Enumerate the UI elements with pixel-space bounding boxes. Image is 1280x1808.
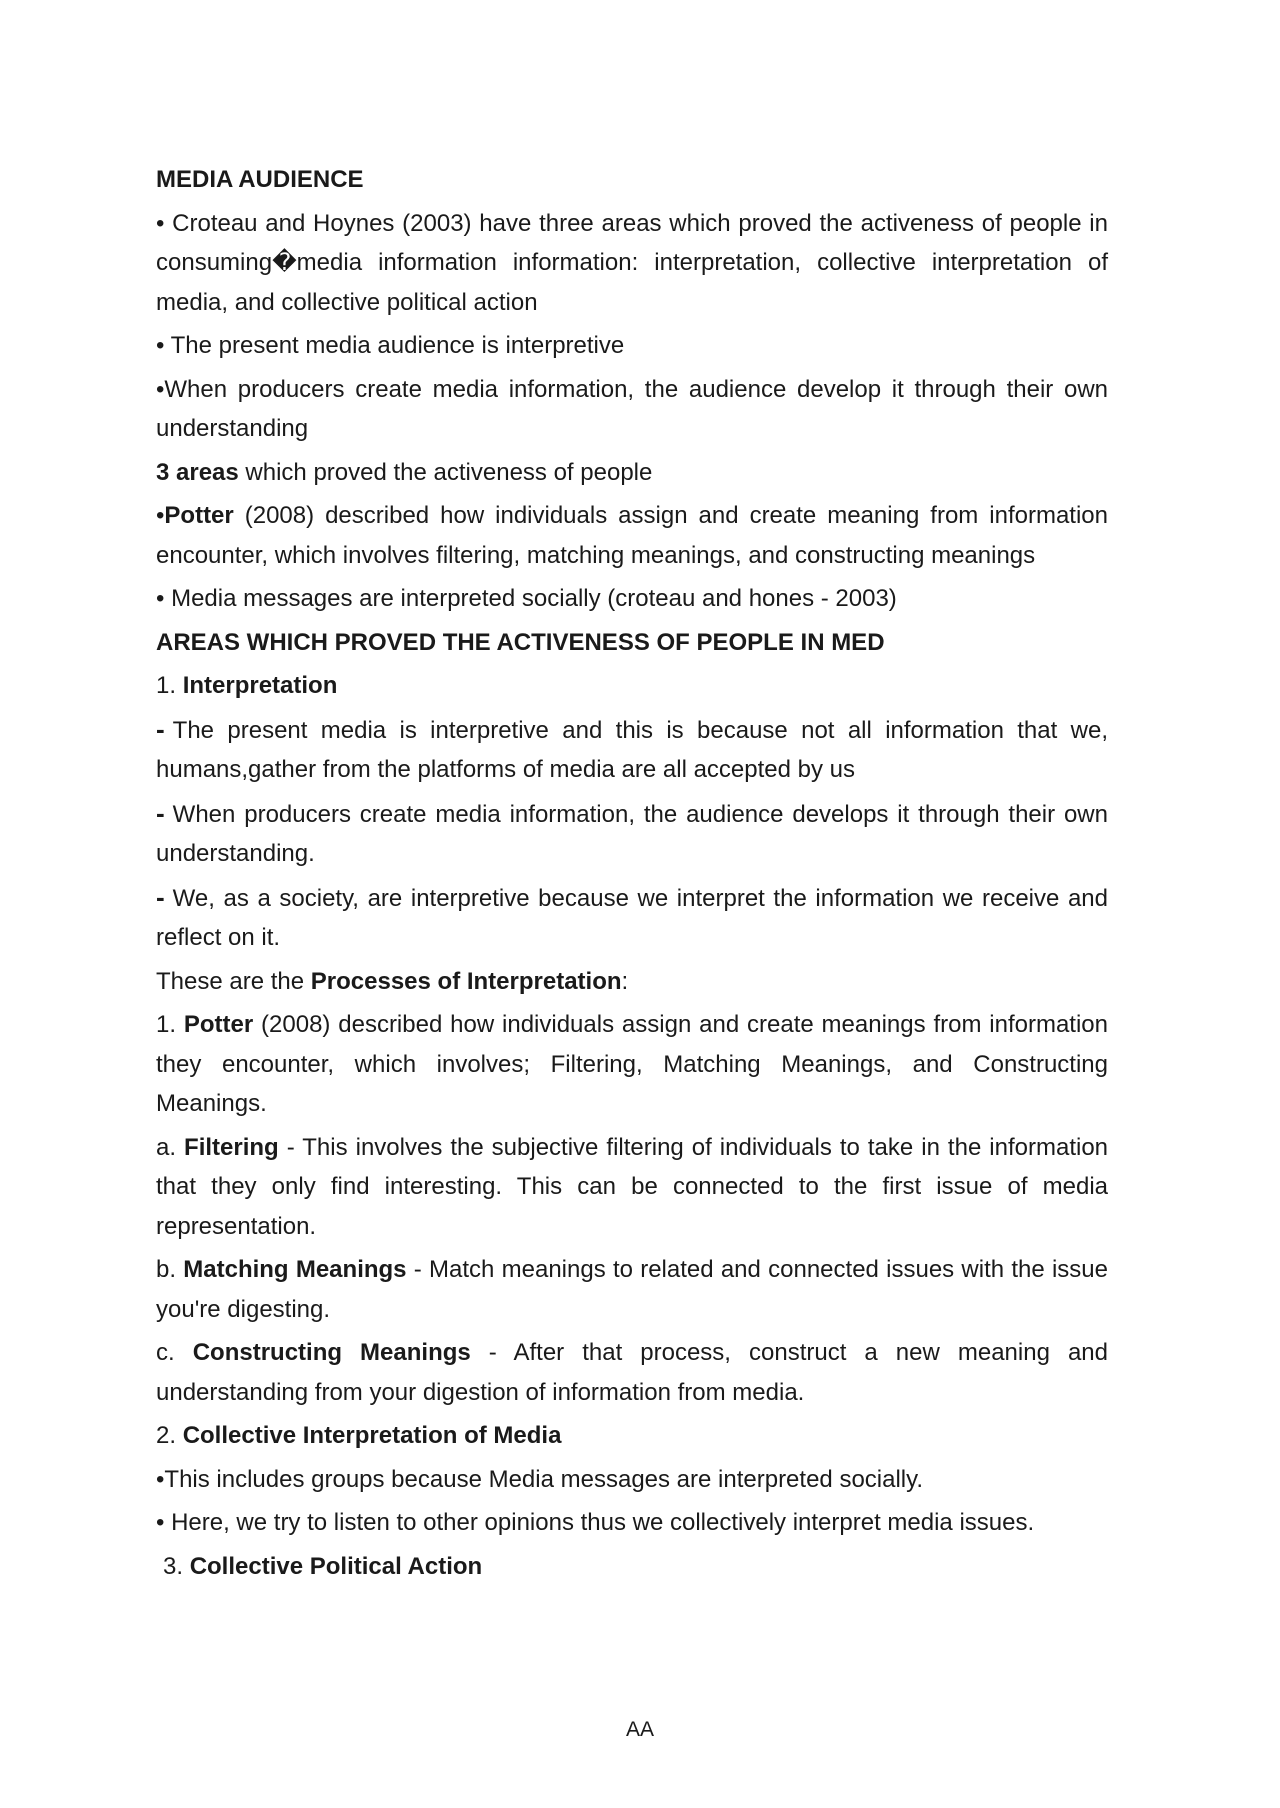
text: (2008) described how individuals assign and create meanings from information they encounter, which involves; Filtering, Matching Meanings, and Constructing Meanings. — [156, 1011, 1108, 1117]
dash-marker: - — [156, 881, 165, 912]
lettered-item — [156, 1333, 1108, 1412]
bold-text: 3 areas — [156, 458, 239, 486]
dash-item — [156, 878, 1108, 958]
text: These are the — [156, 967, 311, 995]
bold-text: Constructing Meanings — [192, 1339, 471, 1366]
bullet-paragraph — [156, 496, 1108, 575]
dash-item — [156, 710, 1108, 790]
text: - After that process, construct a new meaning and understanding from your digestion of information from media. — [156, 1339, 1108, 1406]
paragraph — [156, 453, 1108, 493]
text: (2008) described how individuals assign and create meaning from information encounter, which involves filtering, matching meanings, and constructing meanings — [156, 502, 1108, 569]
dash-marker: - — [156, 797, 165, 828]
text: : — [621, 967, 629, 995]
text: When producers create media information, the audience develops it through their own understanding. — [156, 800, 1108, 867]
numbered-item — [156, 1005, 1108, 1124]
subsection-heading — [156, 1547, 1108, 1587]
list-letter: a. — [156, 1133, 185, 1161]
text: The present media is interpretive and this is because not all information that we, humans,gather from the platforms of media are all accepted by us — [156, 716, 1108, 783]
document-body — [156, 160, 1108, 1590]
subsection-title: Collective Political Action — [189, 1552, 483, 1580]
bold-text: Potter — [164, 502, 234, 529]
subsection-heading — [156, 1416, 1108, 1456]
bullet-paragraph: • Here, we try to listen to other opinions thus we collectively interpret media issues. — [156, 1509, 1035, 1536]
dash-item — [156, 794, 1108, 874]
subsection-title: Collective Interpretation of Media — [182, 1422, 562, 1449]
bullet-paragraph: • Media messages are interpreted socially (croteau and hones - 2003) — [156, 585, 897, 612]
section-heading: AREAS WHICH PROVED THE ACTIVENESS OF PEOPLE IN MED — [156, 628, 885, 656]
subsection-title: Interpretation — [182, 672, 338, 699]
text: - Match meanings to related and connected issues with the issue you're digesting. — [156, 1256, 1108, 1323]
bold-text: Potter — [183, 1011, 254, 1038]
bullet: • — [156, 502, 165, 529]
bold-text: Matching Meanings — [183, 1256, 407, 1283]
list-number: 1. — [156, 1011, 184, 1038]
lettered-item — [156, 1250, 1108, 1329]
page-footer: AA — [625, 1718, 654, 1741]
subsection-heading — [156, 666, 1108, 706]
lettered-item — [156, 1128, 1108, 1247]
bullet-paragraph: •This includes groups because Media messages are interpreted socially. — [156, 1465, 924, 1493]
list-letter: c. — [156, 1339, 193, 1366]
list-letter: b. — [156, 1256, 184, 1283]
document-title: MEDIA AUDIENCE — [156, 166, 364, 193]
bold-text: Filtering — [184, 1133, 279, 1161]
bullet-paragraph: •When producers create media information, the audience develop it through their own understanding — [156, 375, 1108, 442]
text: We, as a society, are interpretive because we interpret the information we receive and reflect on it. — [156, 884, 1108, 951]
text: - This involves the subjective filtering of individuals to take in the information that they only find interesting. This can be connected to the first issue of media representation. — [156, 1133, 1109, 1240]
text: which proved the activeness of people — [238, 458, 653, 486]
list-number: 1. — [156, 672, 183, 699]
bullet-paragraph: • The present media audience is interpretive — [156, 332, 625, 359]
paragraph — [156, 962, 1108, 1002]
bullet-paragraph: • Croteau and Hoynes (2003) have three areas which proved the activeness of people in consuming�media information information: interpretation, collective interpretation of media, and collective political action — [156, 209, 1108, 316]
list-number: 2. — [156, 1422, 183, 1449]
bold-text: Processes of Interpretation — [310, 967, 622, 995]
dash-marker: - — [156, 713, 165, 744]
list-number: 3. — [163, 1552, 190, 1580]
